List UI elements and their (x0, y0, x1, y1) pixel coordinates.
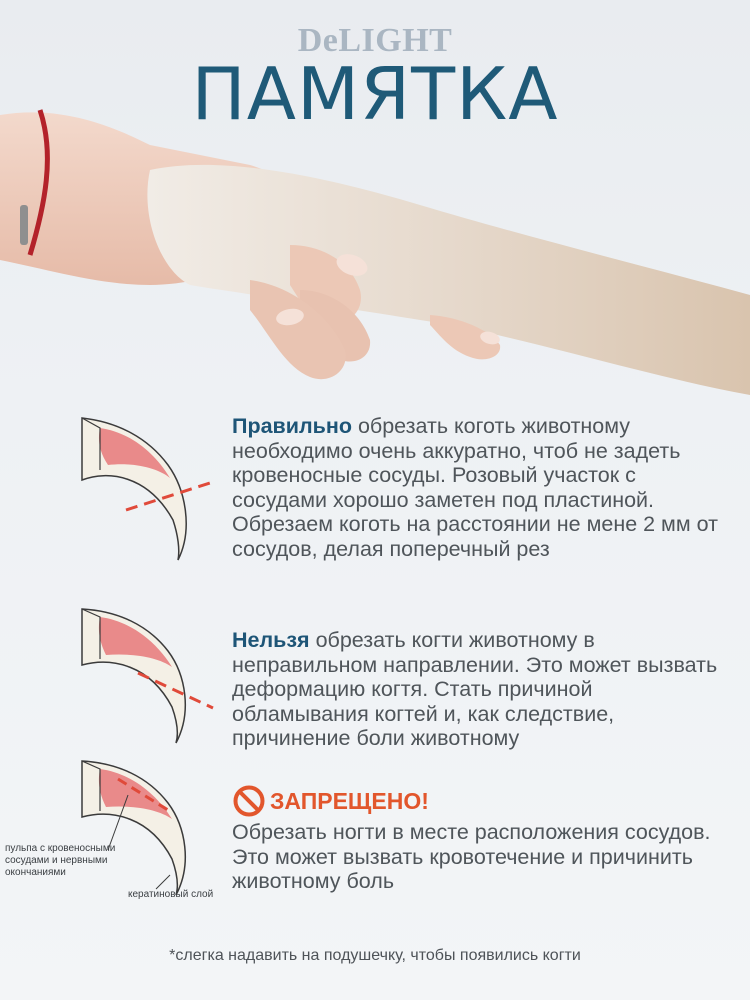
wrong-body: обрезать когти животному в неправильном направлении. Это может вызвать деформацию когтя. Стать причиной обламывания когтей и, как следствие, причинение боли животному (232, 628, 718, 750)
no-entry-icon (232, 784, 266, 818)
wrong-lead: Нельзя (232, 628, 310, 652)
brand-logo: DeLIGHT (297, 22, 453, 59)
wrong-cut-text (232, 628, 732, 751)
claw-diagram-wrong-direction (78, 603, 218, 748)
forbidden-label: ЗАПРЕЩЕНО! (270, 787, 429, 814)
pulp-label: пульпа с кровеносными сосудами и нервными окончаниями (5, 843, 116, 878)
correct-lead: Правильно (232, 414, 352, 438)
correct-cut-text (232, 414, 732, 561)
correct-body: обрезать коготь животному необходимо очень аккуратно, чтоб не задеть кровеносные сосуды. Розовый участок с сосудами хорошо заметен под пластиной. Обрезаем коготь на расстоянии не мене 2 мм от сосудов, делая поперечный рез (232, 414, 718, 561)
footnote: *слегка надавить на подушечку, чтобы появились когти (169, 947, 581, 964)
forbidden-body: Обрезать ногти в месте расположения сосудов. Это может вызвать кровотечение и причинить животному боль (232, 820, 711, 893)
hand-holding-paw-image (0, 95, 750, 415)
forbidden-heading (232, 784, 732, 818)
forbidden-cut-text (232, 784, 732, 894)
claw-diagram-correct (78, 410, 218, 565)
keratin-label: кератиновый слой (128, 889, 214, 900)
page-title: ПАМЯТКА (191, 52, 559, 136)
